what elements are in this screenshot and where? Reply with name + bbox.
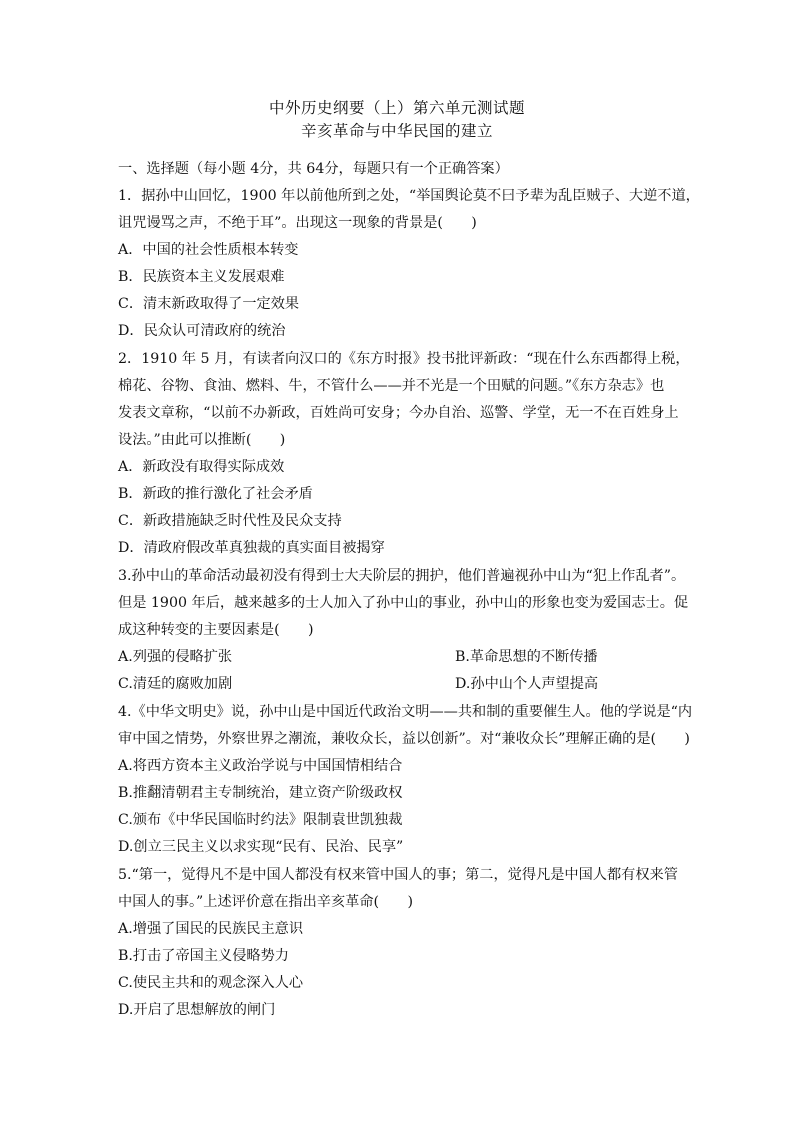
q1-option-a: A．中国的社会性质根本转变 [118,242,299,258]
q5-stem-line-2: 中国人的事。”上述评价意在指出辛亥革命( ) [118,894,413,910]
q2-stem-line-3: 发表文章称，“以前不办新政，百姓尚可安身；今办自治、巡警、学堂，无一不在百姓身上 [118,405,679,421]
q5-option-d: D.开启了思想解放的闸门 [118,1002,276,1018]
q1-option-b: B．民族资本主义发展艰难 [118,269,285,285]
q1-stem-line-2: 诅咒谩骂之声，不绝于耳”。出现这一现象的背景是( ) [118,215,477,231]
q2-stem-line-2: 棉花、谷物、食油、燃料、牛，不管什么——并不光是一个田赋的问题。”《东方杂志》也 [118,378,665,394]
q2-option-b: B．新政的推行激化了社会矛盾 [118,486,313,502]
q4-option-d: D.创立三民主义以求实现“民有、民治、民享” [118,839,404,855]
section-heading: 一、选择题（每小题 4分，共 64分，每题只有一个正确答案） [118,161,509,177]
q4-stem-line-2: 审中国之情势，外察世界之潮流，兼收众长，益以创新”。对“兼收众长”理解正确的是( ) [118,731,690,747]
q3-stem-line-1: 3.孙中山的革命活动最初没有得到士大夫阶层的拥护，他们普遍视孙中山为“犯上作乱者”。 [118,568,686,584]
q4-option-a: A.将西方资本主义政治学说与中国国情相结合 [118,758,403,774]
q4-option-c: C.颁布《中华民国临时约法》限制袁世凯独裁 [118,812,403,828]
q5-stem-line-1: 5.“第一，觉得凡不是中国人都没有权来管中国人的事；第二，觉得凡是中国人都有权来管 [118,867,678,883]
q2-stem-line-4: 设法。”由此可以推断( ) [118,432,286,448]
q2-stem-line-1: 2．1910 年 5 月，有读者向汉口的《东方时报》投书批评新政：“现在什么东西都得上税， [118,351,690,367]
q3-option-c: C.清廷的腐败加剧 [118,676,233,692]
q4-stem-line-1: 4.《中华文明史》说，孙中山是中国近代政治文明——共和制的重要催生人。他的学说是“内 [118,704,693,720]
q2-option-c: C．新政措施缺乏时代性及民众支持 [118,513,342,529]
q3-option-a: A.列强的侵略扩张 [118,649,233,665]
q1-stem-line-1: 1．据孙中山回忆，1900 年以前他所到之处，“举国舆论莫不曰予辈为乱臣贼子、大逆不道， [118,188,700,204]
q3-stem-line-2: 但是 1900 年后，越来越多的士人加入了孙中山的事业，孙中山的形象也变为爱国志士。促 [118,595,689,611]
q2-option-d: D．清政府假改革真独裁的真实面目被揭穿 [118,540,385,556]
q5-option-b: B.打击了帝国主义侵略势力 [118,948,289,964]
q2-option-a: A．新政没有取得实际成效 [118,459,285,475]
q3-option-d: D.孙中山个人声望提高 [455,676,599,692]
q3-option-b: B.革命思想的不断传播 [455,649,598,665]
q5-option-c: C.使民主共和的观念深入人心 [118,975,304,991]
q3-stem-line-3: 成这种转变的主要因素是( ) [118,622,314,638]
q4-option-b: B.推翻清朝君主专制统治，建立资产阶级政权 [118,785,403,801]
q5-option-a: A.增强了国民的民族民主意识 [118,921,304,937]
q1-option-d: D．民众认可清政府的统治 [118,323,286,339]
q1-option-c: C．清末新政取得了一定效果 [118,296,300,312]
document-title: 中外历史纲要（上）第六单元测试题 [268,99,525,117]
document-subtitle: 辛亥革命与中华民国的建立 [300,122,493,140]
